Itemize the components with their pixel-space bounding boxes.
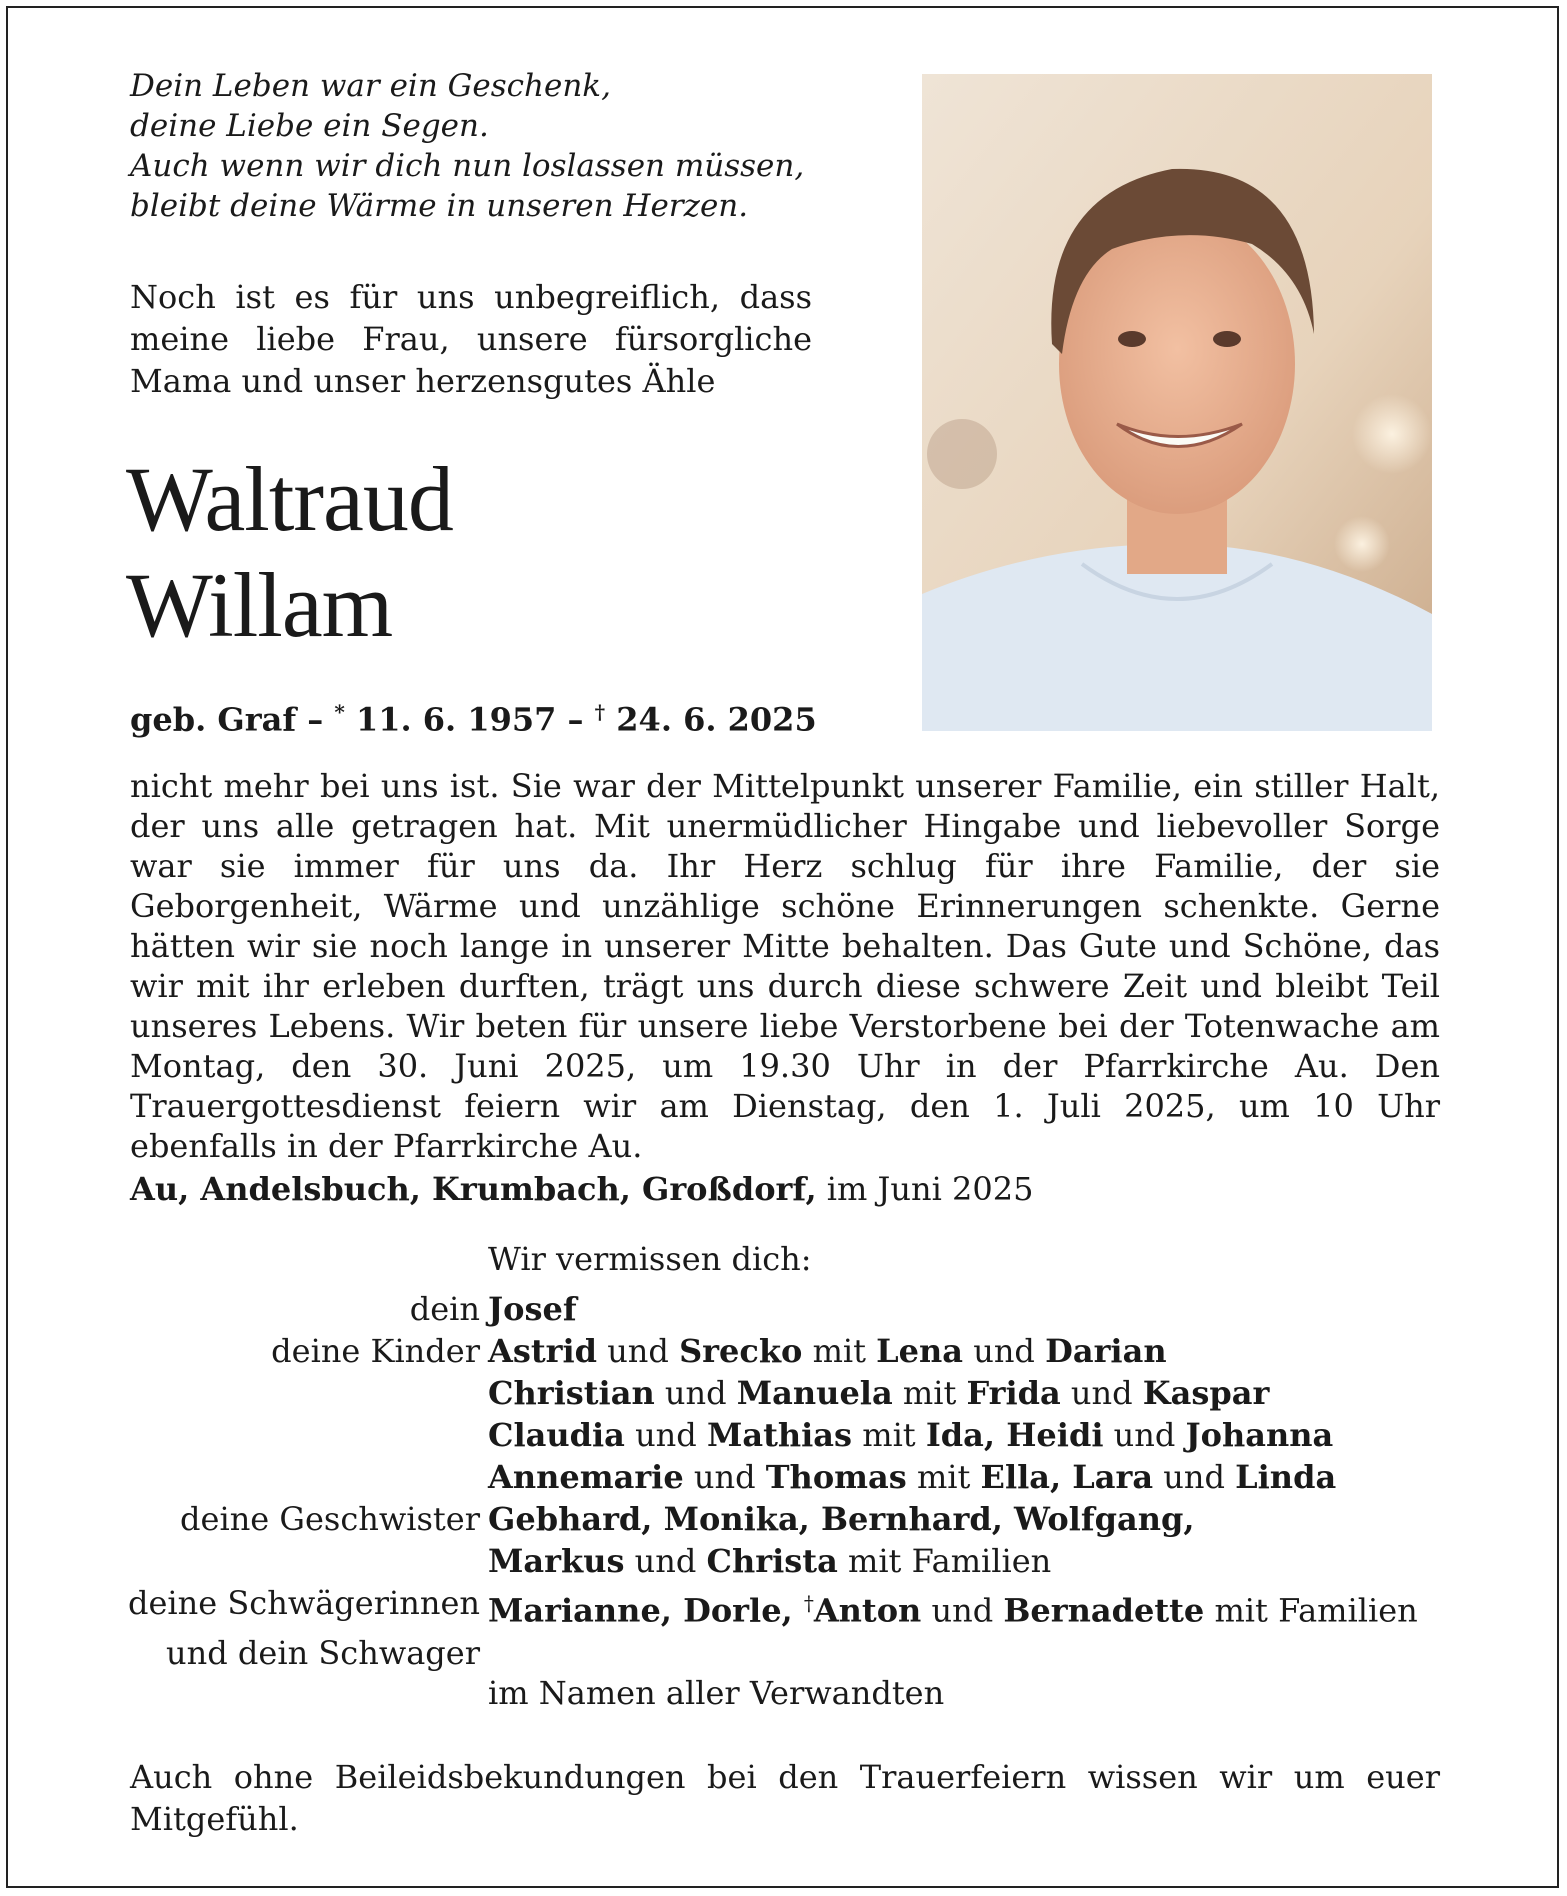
person-name: Thomas xyxy=(765,1458,907,1496)
family-row-husband xyxy=(100,1288,1540,1330)
death-date: 24. 6. 2025 xyxy=(605,700,817,739)
family-names-empty xyxy=(480,1632,488,1674)
family-names xyxy=(480,1456,1336,1498)
family-row-children xyxy=(100,1372,1540,1414)
person-name: Josef xyxy=(488,1290,577,1328)
relation-label-empty xyxy=(100,1372,480,1414)
poem-line: Auch wenn wir dich nun loslassen müssen, xyxy=(130,148,805,184)
person-name: Marianne, Dorle, xyxy=(488,1591,804,1630)
family-row-siblings xyxy=(100,1540,1540,1582)
family-row-children xyxy=(100,1414,1540,1456)
person-name: Annemarie xyxy=(488,1458,684,1496)
birth-death-line xyxy=(130,700,817,739)
person-name: Darian xyxy=(1045,1332,1167,1370)
closing-text: Auch ohne Beileidsbekundungen bei den Trauerfeiern wissen wir um euer Mitgefühl. xyxy=(130,1758,1440,1838)
connector: und xyxy=(1153,1458,1236,1496)
relation-label-empty xyxy=(100,1414,480,1456)
died-symbol: † xyxy=(594,700,606,724)
person-name: Astrid xyxy=(488,1332,598,1370)
person-name: Markus xyxy=(488,1542,625,1580)
intro-text: Noch ist es für uns unbegreiflich, dass meine liebe Frau, unsere fürsorgliche Mama und unser herzensgutes Ähle xyxy=(130,278,812,400)
person-name: Christa xyxy=(706,1542,838,1580)
person-name: Johanna xyxy=(1185,1416,1334,1454)
connector: und xyxy=(921,1591,1004,1630)
maiden-name: geb. Graf xyxy=(130,700,297,739)
family-names xyxy=(480,1414,1333,1456)
connector: und xyxy=(597,1332,680,1370)
deceased-name xyxy=(126,446,453,658)
person-name: Claudia xyxy=(488,1416,625,1454)
family-names xyxy=(480,1372,1269,1414)
relation-label: und dein Schwager xyxy=(166,1633,480,1672)
poem-line: Dein Leben war ein Geschenk, xyxy=(130,68,611,104)
family-row-children xyxy=(100,1330,1540,1372)
connector: und xyxy=(654,1374,737,1412)
miss-heading: Wir vermissen dich: xyxy=(488,1240,812,1278)
poem-line: deine Liebe ein Segen. xyxy=(130,108,489,144)
connector: und xyxy=(624,1542,707,1580)
last-name: Willam xyxy=(126,554,393,656)
connector: und xyxy=(683,1458,766,1496)
relation-label: deine Geschwister xyxy=(180,1500,480,1538)
family-row-in-laws xyxy=(100,1582,1540,1632)
person-name: Bernadette xyxy=(1003,1591,1205,1630)
connector: mit Familien xyxy=(837,1542,1052,1580)
person-name: Ida, Heidi xyxy=(925,1416,1104,1454)
person-name: Srecko xyxy=(679,1332,803,1370)
relation-label: deine Schwägerinnen xyxy=(127,1584,480,1622)
separator: – xyxy=(556,700,595,739)
family-names xyxy=(480,1498,1194,1540)
born-symbol: * xyxy=(334,700,345,724)
person-name: Anton xyxy=(813,1591,922,1630)
family-row-siblings xyxy=(100,1498,1540,1540)
connector: mit xyxy=(802,1332,877,1370)
connector: mit xyxy=(852,1416,926,1454)
connector: und xyxy=(963,1332,1046,1370)
poem xyxy=(130,66,830,226)
body-text: nicht mehr bei uns ist. Sie war der Mittelpunkt unserer Familie, ein stiller Halt, der uns alle getragen hat. Mit unermüdlicher Hingabe und liebevoller Sorge war sie immer für uns da. Ihr Herz schlug für ihre Familie, der sie Geborgenheit, Wärme und unzählige schöne Erinnerungen schenkte. Gerne hätten wir sie noch lange in unserer Mitte behalten. Das Gute und Schöne, das wir mit ihr erleben durften, trägt uns durch diese schwere Zeit und bleibt Teil unseres Lebens. Wir beten für unsere liebe Verstorbene bei der Totenwache am Montag, den 30. Juni 2025, um 19.30 Uhr in der Pfarrkirche Au. Den Trauergottesdienst feiern wir am Dienstag, den 1. Juli 2025, um 10 Uhr ebenfalls in der Pfarrkirche Au. xyxy=(130,767,1440,1165)
family-names xyxy=(480,1540,1051,1582)
person-name: Frida xyxy=(966,1374,1061,1412)
locations: Au, Andelsbuch, Krumbach, Großdorf, xyxy=(130,1170,817,1208)
relation-label: dein xyxy=(409,1290,480,1328)
connector: mit xyxy=(906,1458,981,1496)
person-name: Manuela xyxy=(736,1374,893,1412)
place-date xyxy=(130,1170,1033,1208)
family-row-children xyxy=(100,1456,1540,1498)
relation-label: deine Kinder xyxy=(271,1332,480,1370)
person-name: Lena xyxy=(876,1332,964,1370)
person-name: Christian xyxy=(488,1374,655,1412)
relation-label-empty xyxy=(100,1540,480,1582)
relation-label-empty xyxy=(100,1456,480,1498)
separator: – xyxy=(296,700,335,739)
deceased-symbol: † xyxy=(803,1591,814,1615)
signoff: im Namen aller Verwandten xyxy=(488,1674,945,1712)
person-name: Linda xyxy=(1235,1458,1337,1496)
birth-date: 11. 6. 1957 xyxy=(344,700,557,739)
family-names xyxy=(480,1288,577,1330)
family-row-in-laws xyxy=(100,1632,1540,1674)
first-name: Waltraud xyxy=(126,448,453,550)
family-list xyxy=(100,1288,1540,1674)
portrait-photo xyxy=(922,74,1432,731)
connector: und xyxy=(1103,1416,1186,1454)
date: im Juni 2025 xyxy=(816,1170,1034,1208)
connector: und xyxy=(624,1416,707,1454)
poem-line: bleibt deine Wärme in unseren Herzen. xyxy=(130,188,749,224)
person-name: Kaspar xyxy=(1142,1374,1270,1412)
person-name: Gebhard, Monika, Bernhard, Wolfgang, xyxy=(488,1500,1195,1538)
person-name: Ella, Lara xyxy=(980,1458,1154,1496)
family-names xyxy=(480,1582,1418,1632)
connector: mit xyxy=(892,1374,967,1412)
family-names xyxy=(480,1330,1167,1372)
connector: mit Familien xyxy=(1204,1591,1418,1630)
connector: und xyxy=(1060,1374,1143,1412)
person-name: Mathias xyxy=(706,1416,853,1454)
